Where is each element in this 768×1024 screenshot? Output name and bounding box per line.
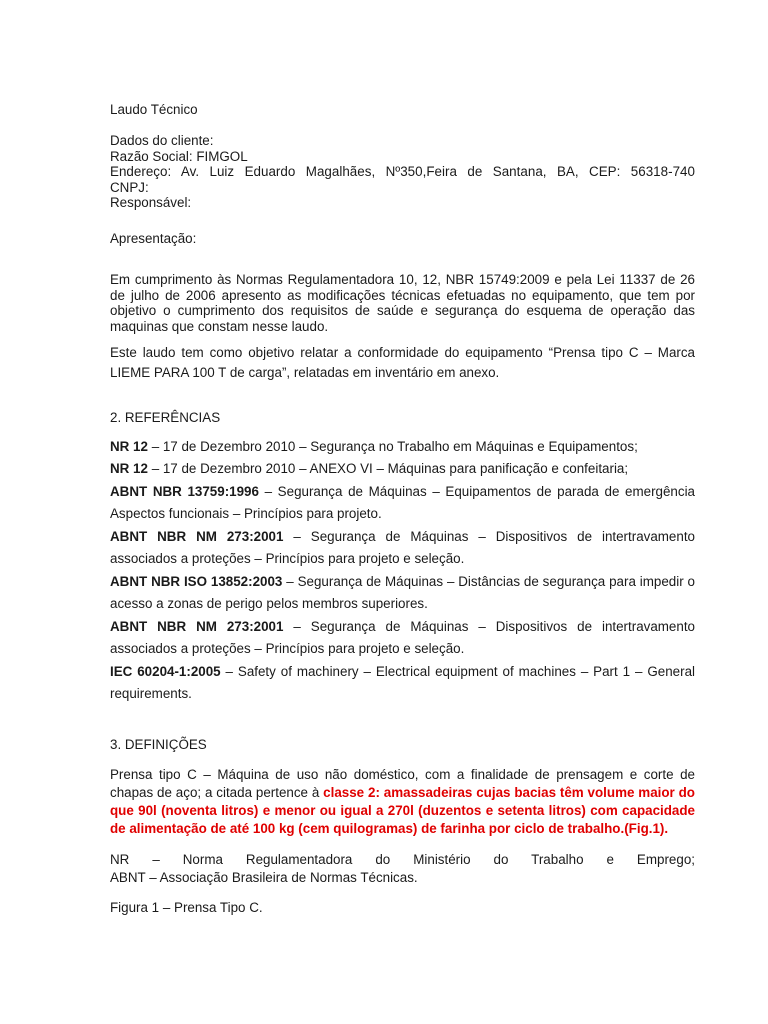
client-cnpj: CNPJ: (110, 179, 149, 195)
references-list (110, 436, 695, 706)
reference-code: NR 12 (110, 461, 148, 476)
reference-code: ABNT NBR NM 273:2001 (110, 618, 284, 634)
reference-item (110, 436, 695, 459)
reference-code: IEC 60204-1:2005 (110, 663, 221, 679)
reference-text: – Segurança de Máquinas – Dispositivos de intertravamento associados a proteções – Princípios para projeto e seleção. (110, 618, 695, 656)
reference-text: – Segurança de Máquinas – Dispositivos de intertravamento associados a proteções – Princípios para projeto e seleção. (110, 528, 695, 566)
figure-caption: Figura 1 – Prensa Tipo C. (110, 900, 263, 915)
references-heading: 2. REFERÊNCIAS (110, 410, 221, 425)
definition-text: Prensa tipo C – Máquina de uso não doméstico, com a finalidade de prensagem e corte de chapas de aço; a citada pertence à (110, 767, 695, 800)
reference-text: – Segurança de Máquinas – Equipamentos de parada de emergência Aspectos funcionais – Princípios para projeto. (110, 483, 695, 521)
presentation-paragraph-1: Em cumprimento às Normas Regulamentadora 10, 12, NBR 15749:2009 e pela Lei 11337 de 26 de julho de 2006 apresento as modificações técnicas efetuadas no equipamento, que tem por objetivo o cumprimento dos requisitos de saúde e segurança do esquema de operação das maquinas que constam nesse laudo. (110, 272, 695, 334)
definition-nr: NR – Norma Regulamentadora do Ministério do Trabalho e Emprego; (110, 852, 695, 867)
reference-code: NR 12 (110, 438, 148, 454)
definitions-heading: 3. DEFINIÇÕES (110, 736, 207, 752)
client-responsavel: Responsável: (110, 195, 192, 210)
reference-item (110, 526, 695, 571)
presentation-heading: Apresentação: (110, 230, 197, 246)
title-block (110, 102, 695, 211)
presentation-paragraph-2: Este laudo tem como objetivo relatar a conformidade do equipamento “Prensa tipo C – Marca LIEME PARA 100 T de carga”, relatadas em inventário em anexo. (110, 345, 695, 380)
reference-item (110, 571, 695, 616)
client-razao-social: Razão Social: FIMGOL (110, 148, 248, 164)
reference-code: ABNT NBR ISO 13852:2003 (110, 573, 283, 589)
reference-text: – Segurança de Máquinas – Distâncias de segurança para impedir o acesso a zonas de perigo pelos membros superiores. (110, 573, 695, 611)
client-address: Endereço: Av. Luiz Eduardo Magalhães, Nº350,Feira de Santana, BA, CEP: 56318-740 (110, 164, 695, 179)
reference-text: – Safety of machinery – Electrical equipment of machines – Part 1 – General requirements. (110, 663, 695, 701)
reference-item (110, 481, 695, 526)
document-body (110, 102, 695, 917)
reference-item (110, 616, 695, 661)
definition-abnt: ABNT – Associação Brasileira de Normas Técnicas. (110, 870, 418, 885)
client-header: Dados do cliente: (110, 133, 214, 148)
document-title: Laudo Técnico (110, 102, 198, 117)
reference-code: ABNT NBR NM 273:2001 (110, 528, 284, 544)
definition-highlight: classe 2: amassadeiras cujas bacias têm volume maior do que 90l (noventa litros) e menor ou igual a 270l (duzentos e setenta litros) com capacidade de alimentação de até 100 kg (cem quilogramas) de farinha por ciclo de trabalho.(Fig.1). (110, 785, 695, 836)
reference-code: ABNT NBR 13759:1996 (110, 483, 259, 499)
reference-item (110, 661, 695, 706)
definition-paragraph (110, 766, 695, 838)
reference-text: – 17 de Dezembro 2010 – Segurança no Trabalho em Máquinas e Equipamentos; (147, 438, 638, 454)
reference-item (110, 458, 695, 481)
reference-text: – 17 de Dezembro 2010 – ANEXO VI – Máquinas para panificação e confeitaria; (147, 461, 629, 476)
